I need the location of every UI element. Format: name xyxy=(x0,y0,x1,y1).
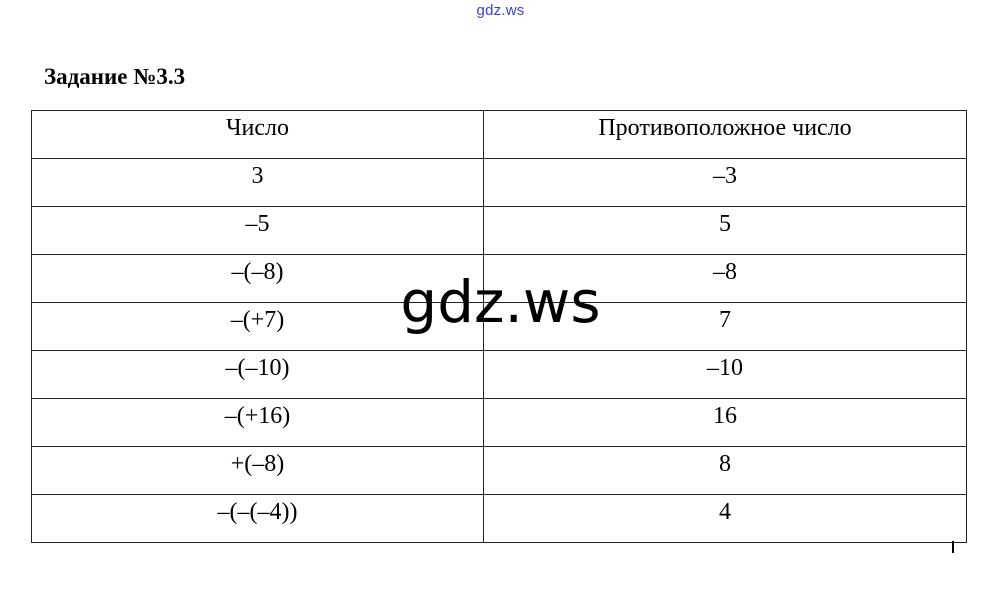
opposite-cell: 8 xyxy=(484,447,967,495)
number-cell: 3 xyxy=(32,159,484,207)
corner-mark xyxy=(952,541,954,553)
number-cell: –5 xyxy=(32,207,484,255)
center-watermark: gdz.ws xyxy=(400,268,601,336)
opposite-cell: –3 xyxy=(484,159,967,207)
table-row xyxy=(32,159,967,207)
opposite-cell: 4 xyxy=(484,495,967,543)
table-row xyxy=(32,495,967,543)
number-cell: +(–8) xyxy=(32,447,484,495)
number-cell: –(+16) xyxy=(32,399,484,447)
opposite-cell: 16 xyxy=(484,399,967,447)
table-row xyxy=(32,351,967,399)
number-cell: –(–10) xyxy=(32,351,484,399)
number-cell: –(–(–4)) xyxy=(32,495,484,543)
opposite-cell: –8 xyxy=(484,255,967,303)
number-cell: –(–8) xyxy=(32,255,484,303)
number-cell: –(+7) xyxy=(32,303,484,351)
table-row xyxy=(32,399,967,447)
top-watermark: gdz.ws xyxy=(476,2,525,19)
table-row xyxy=(32,447,967,495)
opposite-cell: 5 xyxy=(484,207,967,255)
opposite-cell: –10 xyxy=(484,351,967,399)
table-header-row xyxy=(32,111,967,159)
task-title: Задание №3.3 xyxy=(44,64,186,89)
header-opposite-number: Противоположное число xyxy=(484,111,967,159)
header-number: Число xyxy=(32,111,484,159)
opposite-cell: 7 xyxy=(484,303,967,351)
table-row xyxy=(32,207,967,255)
